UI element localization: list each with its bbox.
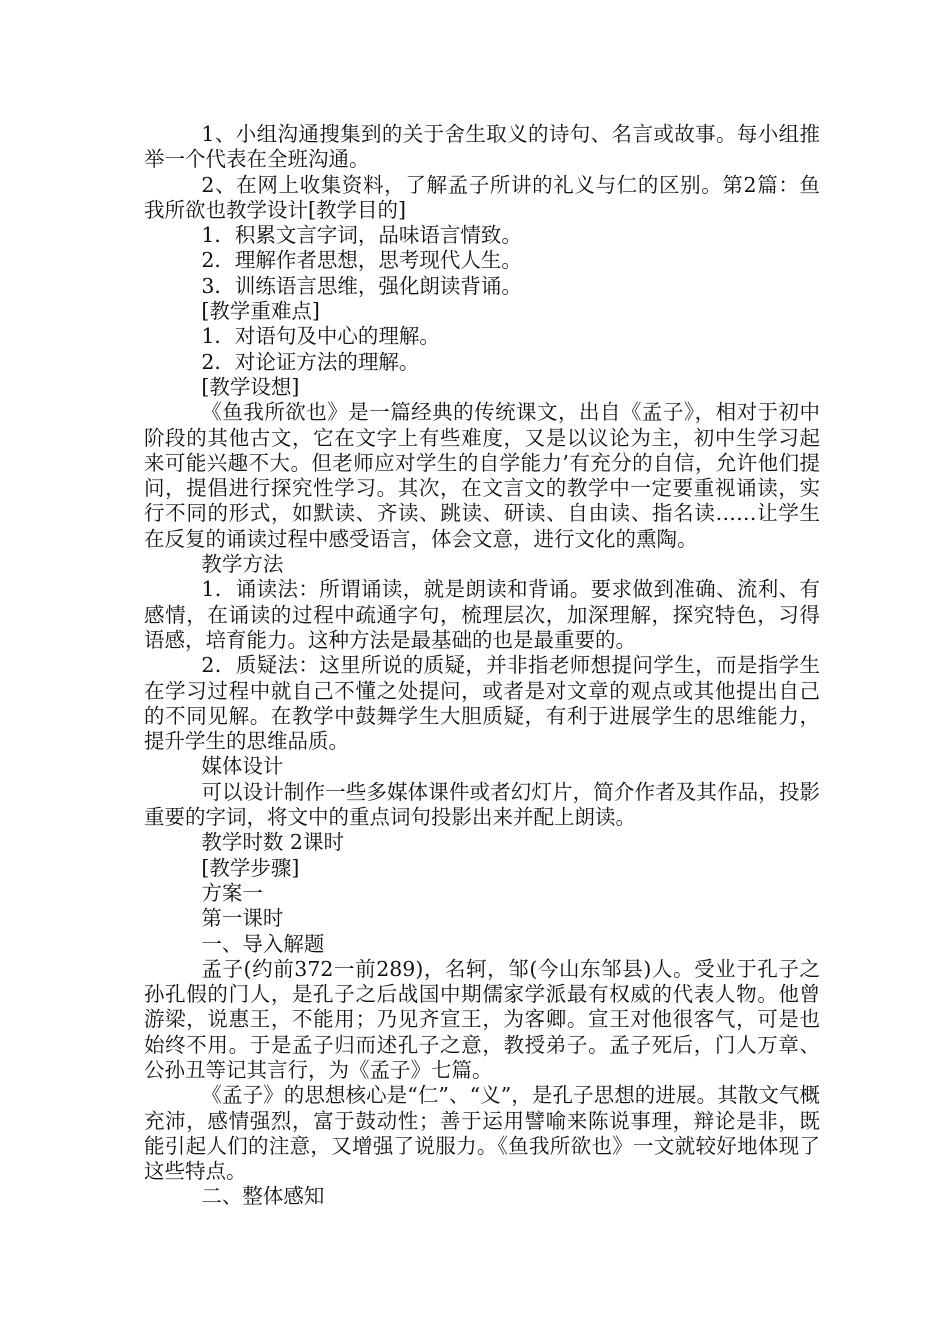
paragraph: 可以设计制作一些多媒体课件或者幻灯片，简介作者及其作品，投影重要的字词，将文中的重点词句投影出来并配上朗读。 [144,779,820,830]
list-item: 2．理解作者思想，思考现代人生。 [201,248,522,273]
paragraph: 《鱼我所欲也》是一篇经典的传统课文，出自《孟子》，相对于初中阶段的其他古文，它在文字上有些难度，又是以议论为主，初中生学习起来可能兴趣不大。但老师应对学生的自学能力’有充分的自信，允许他们提问，提倡进行探究性学习。其次，在文言文的教学中一定要重视诵读，实行不同的形式，如默读、齐读、跳读、研读、自由读、指名读……让学生在反复的诵读过程中感受语言，体会文意，进行文化的熏陶。 [144,400,820,551]
list-item: 1．积累文言字词，品味语言情致。 [201,223,522,248]
list-item: 1．对语句及中心的理解。 [201,324,440,349]
section-heading: 教学方法 [201,552,284,577]
list-item: 3．训练语言思维，强化朗读背诵。 [201,273,522,298]
paragraph: 2．质疑法：这里所说的质疑，并非指老师想提问学生，而是指学生在学习过程中就自己不懂之处提问，或者是对文章的观点或其他提出自己的不同见解。在教学中鼓舞学生大胆质疑，有利于进展学生的思维能力，提升学生的思维品质。 [144,653,820,754]
section-heading: 教学时数 2课时 [201,830,344,855]
section-heading: [教学步骤] [201,855,300,880]
section-heading: 方案一 [201,880,263,905]
paragraph: 1、小组沟通搜集到的关于舍生取义的诗句、名言或故事。每小组推举一个代表在全班沟通。 [144,122,820,172]
section-heading: 媒体设计 [201,754,284,779]
document-page [144,122,820,1210]
section-heading: 一、导入解题 [201,931,325,956]
paragraph: 1．诵读法：所谓诵读，就是朗读和背诵。要求做到准确、流利、有感情，在诵读的过程中疏通字句，梳理层次，加深理解，探究特色，习得语感，培育能力。这种方法是最基础的也是最重要的。 [144,577,820,652]
section-heading: 二、整体感知 [201,1184,325,1209]
section-heading: 第一课时 [201,906,284,931]
list-item: 2．对论证方法的理解。 [201,349,420,374]
paragraph: 《孟子》的思想核心是“仁”、“义”，是孔子思想的进展。其散文气概充沛，感情强烈，富于鼓动性；善于运用譬喻来陈说事理，辩论是非，既能引起人们的注意，又增强了说服力。《鱼我所欲也》一文就较好地体现了这些特点。 [144,1083,820,1184]
section-heading: [教学重难点] [201,299,320,324]
paragraph: 孟子(约前372一前289)，名轲，邹(今山东邹县)人。受业于孔子之孙孔假的门人，是孔子之后战国中期儒家学派最有权威的代表人物。他曾游梁，说惠王，不能用；乃见齐宣王，为客卿。宣王对他很客气，可是也始终不用。于是孟子归而述孔子之意，教授弟子。孟子死后，门人万章、公孙丑等记其言行，为《孟子》七篇。 [144,956,820,1082]
paragraph: 2、在网上收集资料，了解孟子所讲的礼义与仁的区别。第2篇：鱼我所欲也教学设计[教学目的] [144,172,820,222]
section-heading: [教学设想] [201,374,300,399]
